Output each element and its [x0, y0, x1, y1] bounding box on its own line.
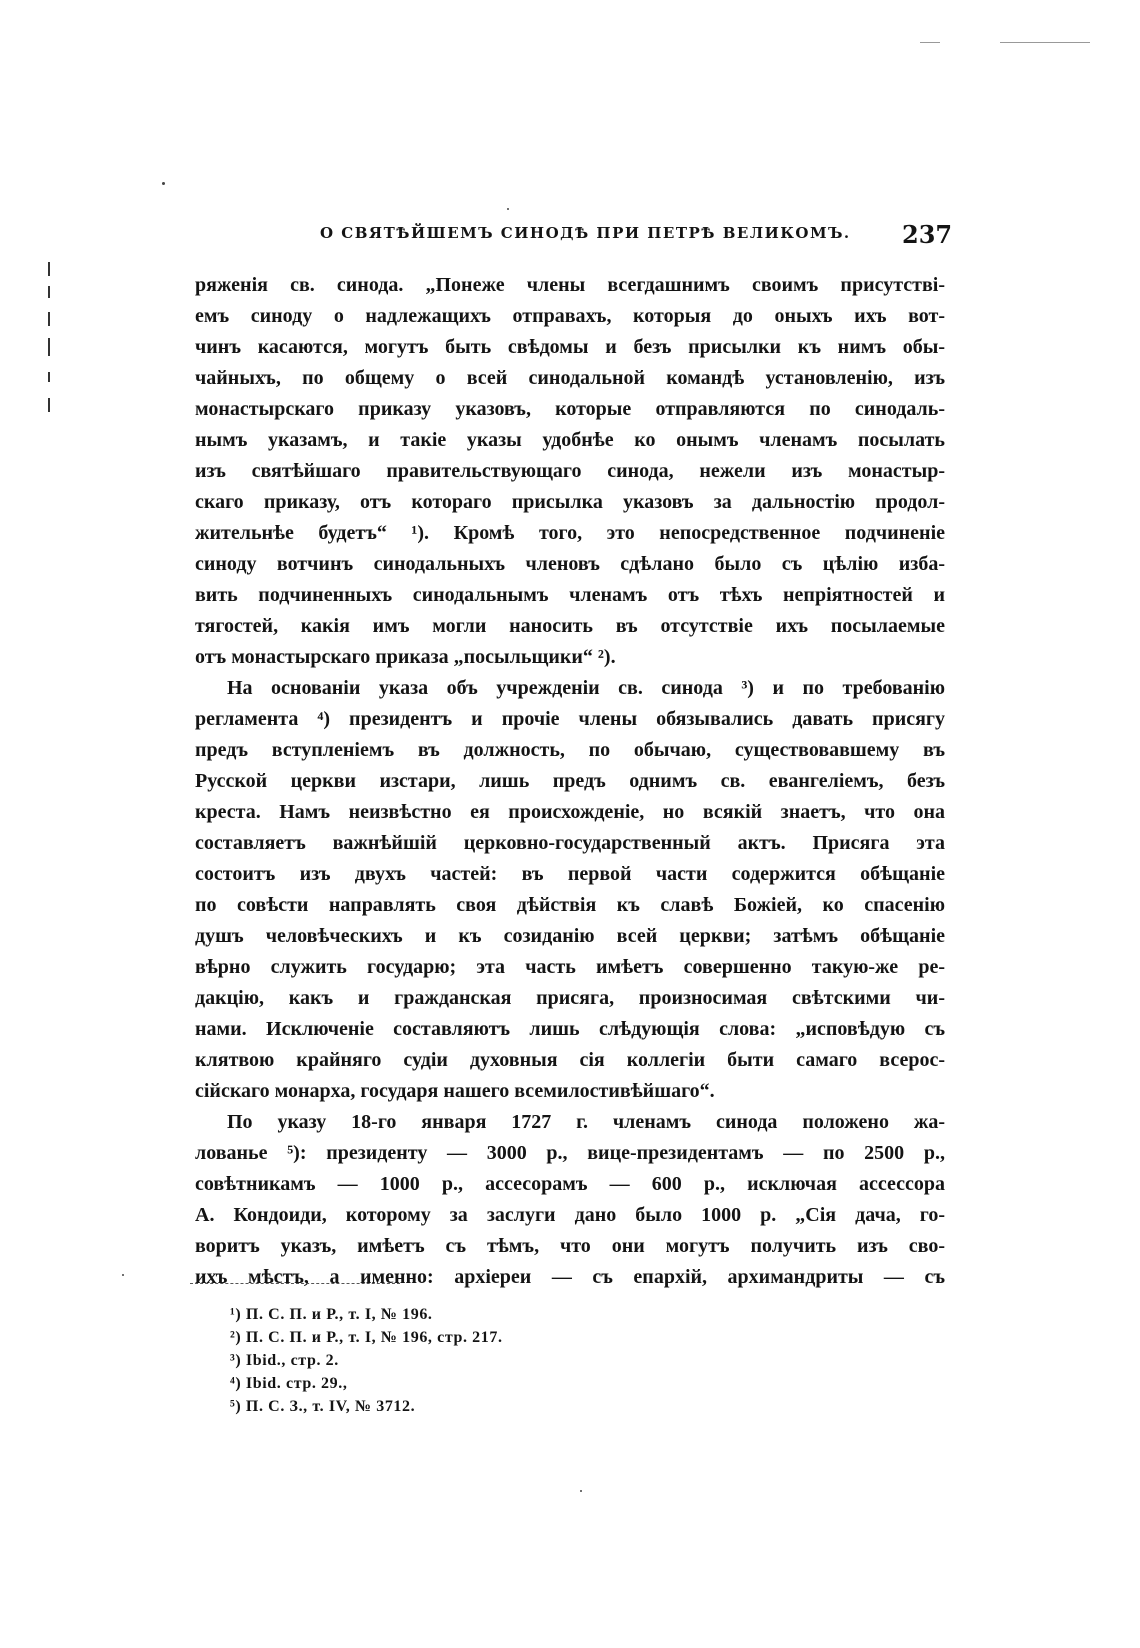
footnote: ⁴) Ibid. стр. 29.,: [230, 1375, 348, 1392]
text-line: изъ святѣйшаго правительствующаго синода, нежели изъ монастыр-: [195, 460, 945, 482]
text-line: регламента ⁴) президентъ и прочіе члены обязывались давать присягу: [195, 708, 945, 730]
text-line: лованье ⁵): президенту — 3000 р., вице-президентамъ — по 2500 р.,: [195, 1142, 945, 1164]
text-line: емъ синоду о надлежащихъ отправахъ, которыя до оныхъ ихъ вот-: [195, 305, 945, 327]
scan-speck: [162, 182, 165, 185]
text-line: душъ человѣческихъ и къ созиданію всей церкви; затѣмъ обѣщаніе: [195, 925, 945, 947]
scan-speck: [580, 1490, 582, 1492]
text-line: монастырскаго приказу указовъ, которые отправляются по синодаль-: [195, 398, 945, 420]
text-line: отъ монастырскаго приказа „посыльщики“ ²).: [195, 646, 616, 668]
text-line: состоитъ изъ двухъ частей: въ первой части содержится обѣщаніе: [195, 863, 945, 885]
text-line: ряженія св. синода. „Понеже члены всегдашнимъ своимъ присутстві-: [195, 274, 945, 296]
text-line: по совѣсти направлять своя дѣйствія къ славѣ Божіей, ко спасенію: [195, 894, 945, 916]
scan-speck: [122, 1274, 124, 1276]
text-line: вѣрно служить государю; эта часть имѣетъ совершенно такую-же ре-: [195, 956, 945, 978]
footnote: ¹) П. С. П. и Р., т. I, № 196.: [230, 1306, 433, 1323]
text-line: составляетъ важнѣйшій церковно-государственный актъ. Присяга эта: [195, 832, 945, 854]
footnotes: [230, 1303, 503, 1418]
scan-artifact: [1000, 42, 1090, 43]
footnote: ³) Ibid., стр. 2.: [230, 1352, 339, 1369]
text-line: предъ вступленіемъ въ должность, по обычаю, существовавшему въ: [195, 739, 945, 761]
running-title: О СВЯТѢЙШЕМЪ СИНОДѢ ПРИ ПЕТРѢ ВЕЛИКОМЪ.: [320, 224, 851, 242]
text-line: вить подчиненныхъ синодальнымъ членамъ отъ тѣхъ непріятностей и: [195, 584, 945, 606]
text-line: воритъ указъ, имѣетъ съ тѣмъ, что они могутъ получить изъ сво-: [195, 1235, 945, 1257]
text-line: клятвою крайняго судіи духовныя сія коллегіи быти самаго всерос-: [195, 1049, 945, 1071]
margin-marks: [48, 262, 58, 432]
text-line: чайныхъ, по общему о всей синодальной командѣ установленію, изъ: [195, 367, 945, 389]
text-line: ихъ мѣстъ, а именно: архіереи — съ епархій, архимандриты — съ: [195, 1266, 945, 1288]
footnote: ²) П. С. П. и Р., т. I, № 196, стр. 217.: [230, 1329, 503, 1346]
page-number: 237: [902, 220, 953, 249]
text-line: сійскаго монарха, государя нашего всемилостивѣйшаго“.: [195, 1080, 715, 1102]
body-text: [195, 270, 945, 1293]
scan-speck: [507, 208, 509, 210]
text-line: По указу 18-го января 1727 г. членамъ синода положено жа-: [227, 1111, 945, 1133]
text-line: чинъ касаются, могутъ быть свѣдомы и безъ присылки къ нимъ обы-: [195, 336, 945, 358]
text-line: А. Кондоиди, которому за заслуги дано было 1000 р. „Сія дача, го-: [195, 1204, 945, 1226]
text-line: скаго приказу, отъ котораго присылка указовъ за дальностію продол-: [195, 491, 945, 513]
text-line: На основаніи указа объ учрежденіи св. синода ³) и по требованію: [227, 677, 945, 699]
text-line: Русской церкви изстари, лишь предъ однимъ св. евангеліемъ, безъ: [195, 770, 945, 792]
footnote-rule: [190, 1283, 400, 1284]
text-line: нымъ указамъ, и такіе указы удобнѣе ко онымъ членамъ посылать: [195, 429, 945, 451]
text-line: нами. Исключеніе составляютъ лишь слѣдующія слова: „исповѣдую съ: [195, 1018, 945, 1040]
text-line: дакцію, какъ и гражданская присяга, произносимая свѣтскими чи-: [195, 987, 945, 1009]
text-line: совѣтникамъ — 1000 р., ассесорамъ — 600 р., исключая ассессора: [195, 1173, 945, 1195]
text-line: тягостей, какія имъ могли наносить въ отсутствіе ихъ посылаемые: [195, 615, 945, 637]
footnote: ⁵) П. С. З., т. IV, № 3712.: [230, 1398, 416, 1415]
scan-artifact: [920, 42, 940, 43]
text-line: жительнѣе будетъ“ ¹). Кромѣ того, это непосредственное подчиненіе: [195, 522, 945, 544]
text-line: синоду вотчинъ синодальныхъ членовъ сдѣлано было съ цѣлію изба-: [195, 553, 945, 575]
text-line: креста. Намъ неизвѣстно ея происхожденіе, но всякій знаетъ, что она: [195, 801, 945, 823]
